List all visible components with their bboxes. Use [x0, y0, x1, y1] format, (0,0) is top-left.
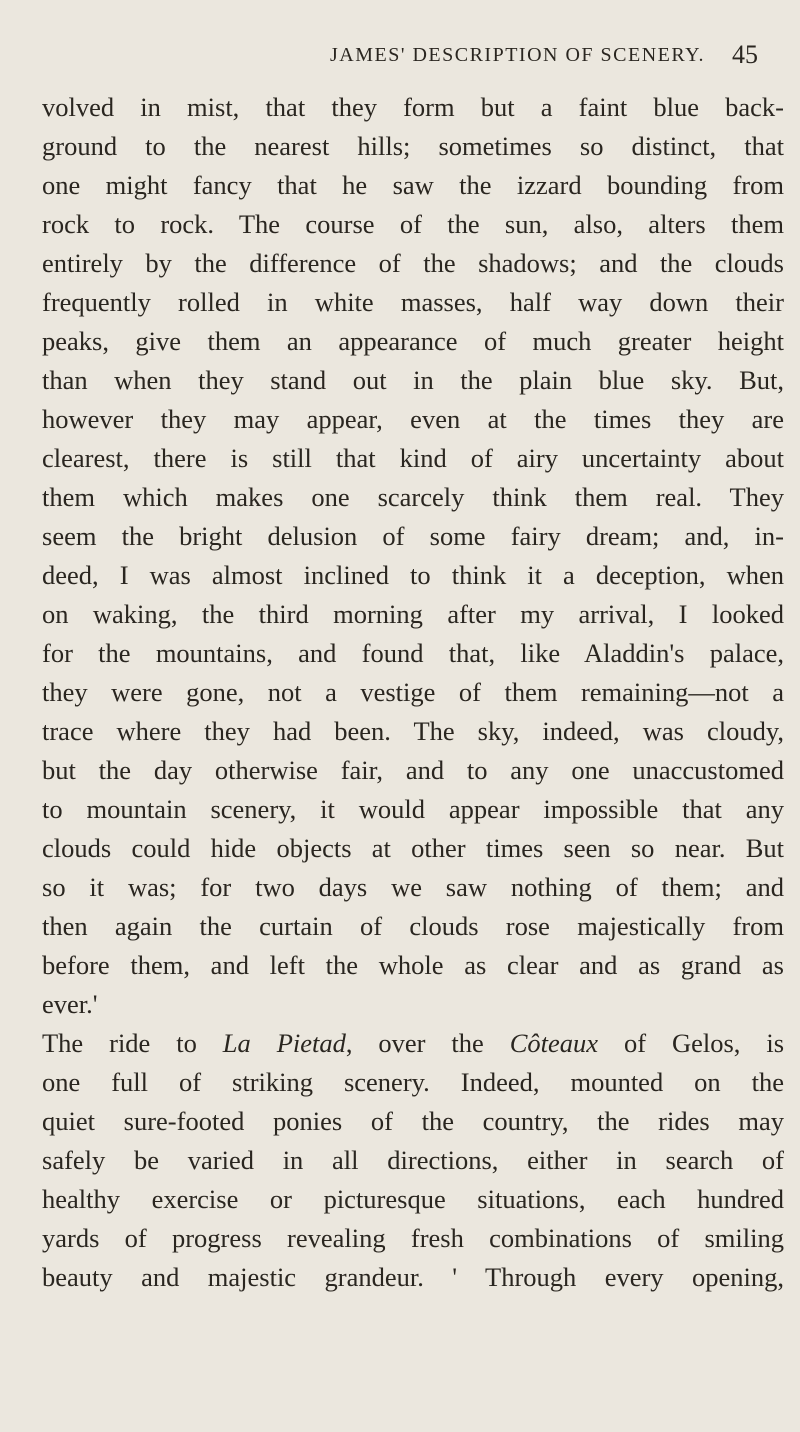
text-line: to mountain scenery, it would appear impossible that any	[42, 794, 784, 824]
text-line: one full of striking scenery. Indeed, mounted on the	[42, 1067, 784, 1097]
text-line: so it was; for two days we saw nothing of them; and	[42, 872, 784, 902]
paragraph-opening-line	[42, 1024, 784, 1063]
text-line: then again the curtain of clouds rose majestically from	[42, 911, 784, 941]
text-line: beauty and majestic grandeur. ' Through every opening,	[42, 1262, 784, 1292]
running-header	[330, 40, 758, 84]
text-line: for the mountains, and found that, like Aladdin's palace,	[42, 638, 784, 668]
page-number: 45	[732, 40, 758, 69]
place-name-italic: La Pietad	[222, 1028, 346, 1058]
text-line: ground to the nearest hills; sometimes so distinct, that	[42, 131, 784, 161]
text-line: quiet sure-footed ponies of the country, the rides may	[42, 1106, 784, 1136]
text-line: before them, and left the whole as clear and as grand as	[42, 950, 784, 980]
text-span: , over the	[345, 1028, 510, 1058]
text-line: ever.'	[42, 989, 98, 1019]
text-line: on waking, the third morning after my arrival, I looked	[42, 599, 784, 629]
text-span: The ride to	[42, 1028, 223, 1058]
text-line: trace where they had been. The sky, indeed, was cloudy,	[42, 716, 784, 746]
running-title: JAMES' DESCRIPTION OF SCENERY.	[330, 44, 705, 66]
text-line: safely be varied in all directions, either in search of	[42, 1145, 784, 1175]
text-line: peaks, give them an appearance of much greater height	[42, 326, 784, 356]
text-line: entirely by the difference of the shadows; and the clouds	[42, 248, 784, 278]
place-name-italic: Côteaux	[509, 1028, 599, 1058]
text-line: healthy exercise or picturesque situations, each hundred	[42, 1184, 784, 1214]
text-line: clearest, there is still that kind of airy uncertainty about	[42, 443, 784, 473]
text-span: of Gelos, is	[598, 1028, 785, 1058]
text-line: but the day otherwise fair, and to any one unaccustomed	[42, 755, 784, 785]
text-line: deed, I was almost inclined to think it a deception, when	[42, 560, 784, 590]
text-line: them which makes one scarcely think them real. They	[42, 482, 784, 512]
text-line: clouds could hide objects at other times seen so near. But	[42, 833, 784, 863]
text-line: volved in mist, that they form but a faint blue back-	[42, 92, 784, 122]
text-line: than when they stand out in the plain blue sky. But,	[42, 365, 784, 395]
text-line: rock to rock. The course of the sun, also, alters them	[42, 209, 784, 239]
text-line: seem the bright delusion of some fairy dream; and, in-	[42, 521, 784, 551]
text-line: yards of progress revealing fresh combinations of smiling	[42, 1223, 784, 1253]
text-line: however they may appear, even at the times they are	[42, 404, 784, 434]
text-line: they were gone, not a vestige of them remaining—not a	[42, 677, 784, 707]
text-line: frequently rolled in white masses, half way down their	[42, 287, 784, 317]
text-line: one might fancy that he saw the izzard bounding from	[42, 170, 784, 200]
